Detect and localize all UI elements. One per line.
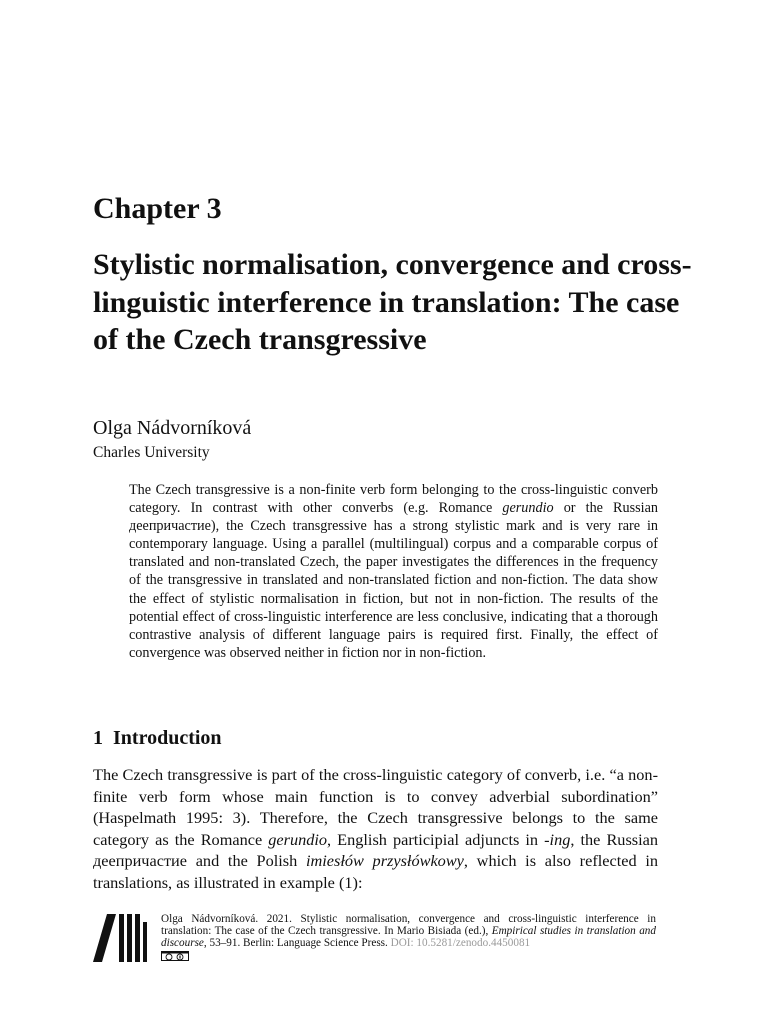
section-heading-introduction <box>93 725 222 751</box>
author-name: Olga Nádvorníková <box>93 417 252 439</box>
citation <box>161 913 656 949</box>
chapter-title: Stylistic normalisation, convergence and cross-linguistic interference in translation: The case of the Czech transgressive <box>93 248 692 356</box>
chapter-label: Chapter 3 <box>93 192 222 225</box>
intro-text-4: , which is also reflected in translations, as illustrated in example (1): <box>93 851 658 892</box>
abstract-term-gerundio: gerundio <box>502 500 554 517</box>
cc-by-license-icon[interactable] <box>161 951 189 961</box>
intro-text-3: , the Russian деепричастие and the Polish <box>93 829 659 871</box>
abstract <box>129 481 658 662</box>
section-number: 1 <box>93 727 103 749</box>
intro-paragraph <box>93 764 658 894</box>
intro-term-gerundio: gerundio <box>268 829 328 849</box>
intro-text-1: The Czech transgressive is part of the cross-linguistic category of converb, i.e. “a non-finite verb form whose main function is to convey adverbial subordination” (Haspelmath 1995: 3). Therefore, the Czech transgressive belongs to the same category as the Romance <box>93 765 658 849</box>
author-affiliation: Charles University <box>93 444 210 461</box>
citation-text-2: , 53–91. Berlin: Language Science Press. <box>203 937 391 949</box>
intro-term-imieslow: imiesłów przysłówkowy <box>305 851 464 871</box>
intro-term-ing: ing <box>549 829 571 849</box>
abstract-text-2: or the Russian деепричастие), the Czech transgressive has a strong stylistic mark and is very rare in contemporary language. Using a parallel (multilingual) corpus and a comparable corpus of translated and non-translated Czech, the paper investigates the differences in the frequency of the transgressive in translated and non-translated fiction and non-fiction. The data show the effect of stylistic normalisation in fiction, but not in non-fiction. The results of the potential effect of cross-linguistic interference are less conclusive, indicating that a thorough contrastive analysis of different language pairs is required first. Finally, the effect of convergence was observed neither in fiction nor in non-fiction. <box>129 500 658 661</box>
language-science-press-logo-icon <box>93 914 147 962</box>
abstract-text-1: The Czech transgressive is a non-finite verb form belonging to the cross-linguistic converb category. In contrast with other converbs (e.g. Romance <box>129 482 658 517</box>
citation-book-title: Empirical studies in translation and discourse <box>161 925 656 949</box>
intro-text-2: , English participial adjuncts in - <box>327 829 550 849</box>
section-title: Introduction <box>113 727 222 749</box>
citation-text-1: Olga Nádvorníková. 2021. Stylistic normalisation, convergence and cross-linguistic interference in translation: The case of the Czech transgressive. In Mario Bisiada (ed.), <box>161 913 656 937</box>
doi-link[interactable]: DOI: 10.5281/zenodo.4450081 <box>390 937 531 949</box>
